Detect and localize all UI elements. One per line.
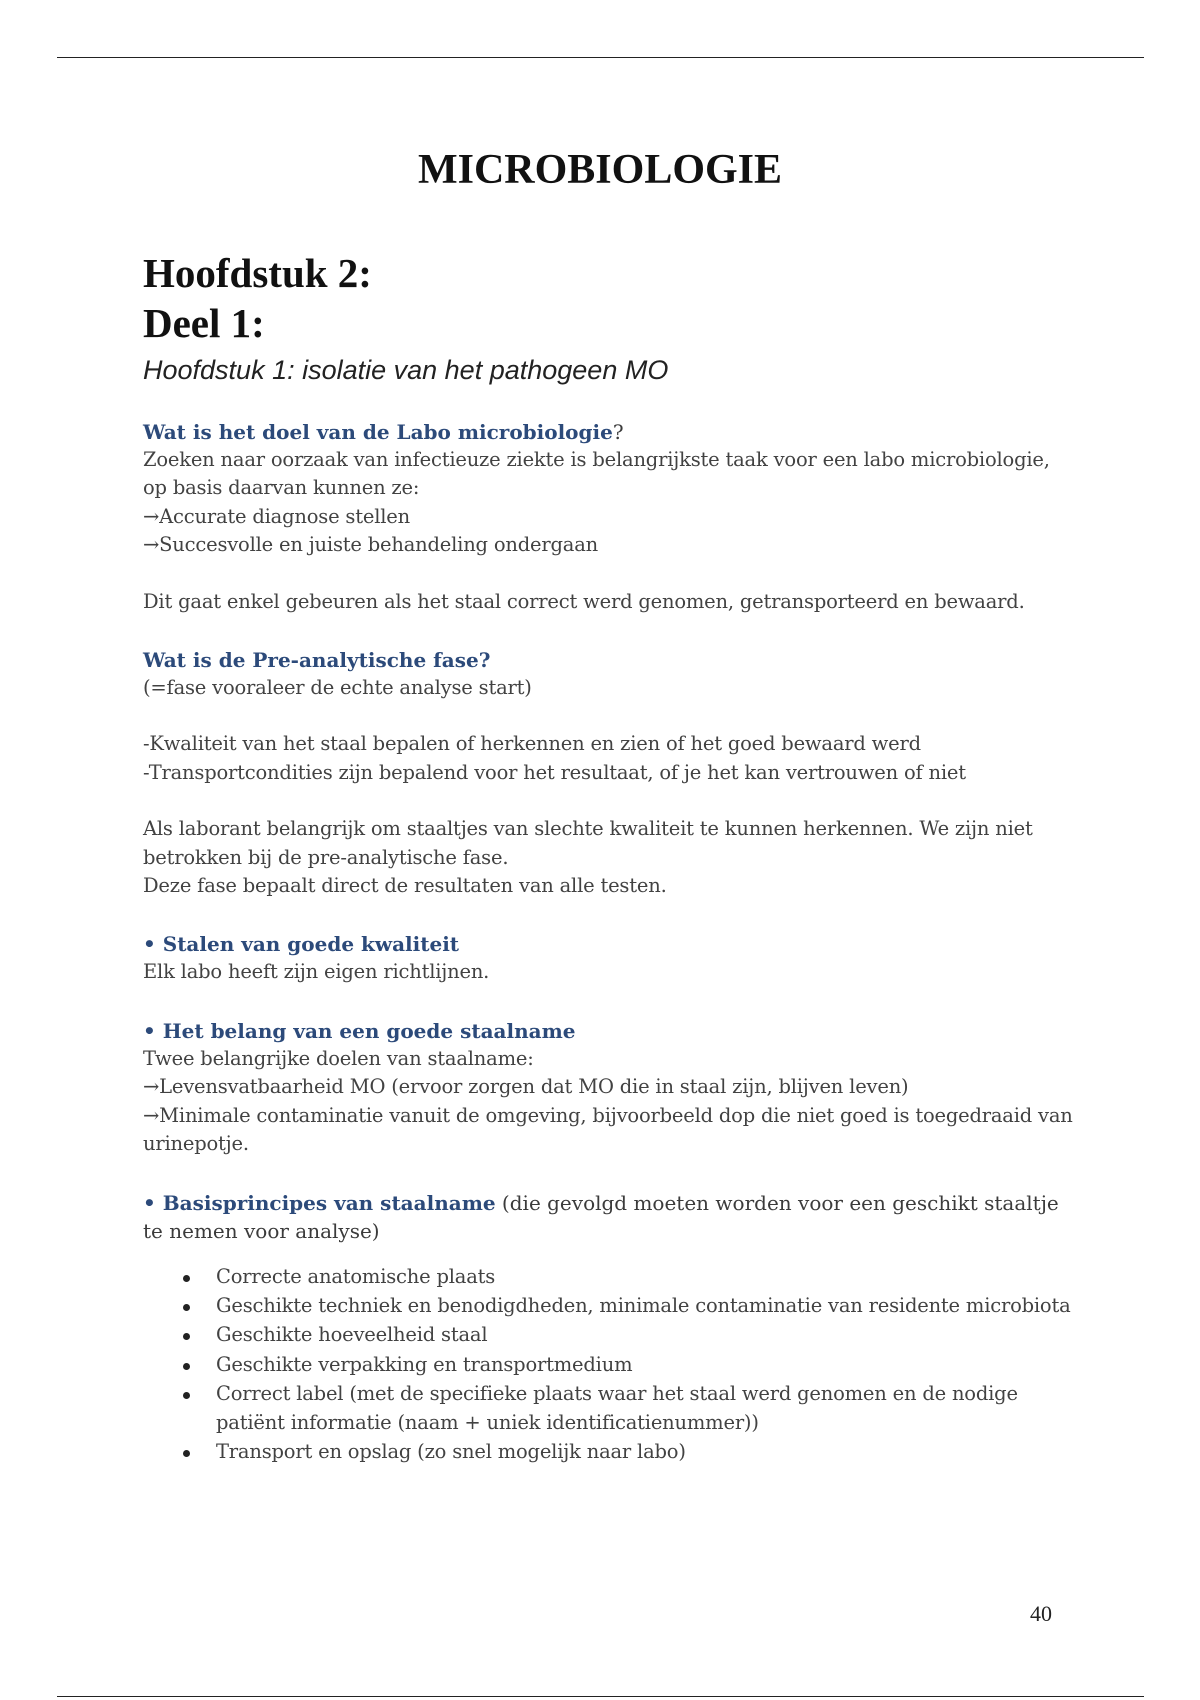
list-item: Geschikte techniek en benodigdheden, minimale contaminatie van residente microbiota	[216, 1292, 1073, 1320]
paragraph: Zoeken naar oorzaak van infectieuze ziekte is belangrijkste taak voor een labo microbiologie, op basis daarvan kunnen ze:	[143, 448, 1050, 500]
paragraph: Deze fase bepaalt direct de resultaten van alle testen.	[143, 874, 667, 898]
paragraph: Twee belangrijke doelen van staalname:	[143, 1046, 534, 1070]
header-rule	[57, 57, 1144, 58]
subchapter-heading: Hoofdstuk 1: isolatie van het pathogeen MO	[143, 355, 669, 385]
section-doel-labo	[143, 418, 1073, 616]
document-title: MICROBIOLOGIE	[417, 147, 783, 193]
list-item: Correcte anatomische plaats	[216, 1263, 1073, 1291]
section-question: Wat is de Pre-analytische fase?	[143, 648, 491, 673]
section-question: • Stalen van goede kwaliteit	[143, 932, 460, 957]
page-content	[143, 248, 1073, 1467]
section-basisprincipes	[143, 1189, 1073, 1467]
section-question: Wat is het doel van de Labo microbiologie?	[143, 420, 624, 444]
list-item: Transport en opslag (zo snel mogelijk naar labo)	[216, 1438, 1073, 1466]
paragraph: Dit gaat enkel gebeuren als het staal correct werd genomen, getransporteerd en bewaard.	[143, 589, 1025, 613]
part-heading: Deel 1:	[143, 300, 265, 346]
list-item: Geschikte hoeveelheid staal	[216, 1321, 1073, 1349]
section-question: • Basisprincipes van staalname (die gevolgd moeten worden voor een geschikt staaltje te nemen voor analyse)	[143, 1190, 1059, 1243]
arrow-item: →Minimale contaminatie vanuit de omgeving, bijvoorbeeld dop die niet goed is toegedraaid van urinepotje.	[143, 1103, 1073, 1156]
arrow-item: →Succesvolle en juiste behandeling ondergaan	[143, 533, 598, 557]
paragraph: Elk labo heeft zijn eigen richtlijnen.	[143, 960, 490, 984]
paragraph: Als laborant belangrijk om staaltjes van slechte kwaliteit te kunnen herkennen. We zijn niet betrokken bij de pre-analytische fase.	[143, 817, 1033, 869]
principles-list	[143, 1263, 1073, 1467]
section-belang-staalname	[143, 1017, 1073, 1159]
footer-rule	[57, 1696, 1144, 1697]
dash-item: -Kwaliteit van het staal bepalen of herkennen en zien of het goed bewaard werd	[143, 732, 921, 756]
page-number: 40	[1030, 1601, 1052, 1626]
dash-item: -Transportcondities zijn bepalend voor het resultaat, of je het kan vertrouwen of niet	[143, 760, 966, 784]
list-item: Correct label (met de specifieke plaats waar het staal werd genomen en de nodige patiënt informatie (naam + uniek identificatienummer))	[216, 1380, 1073, 1437]
arrow-item: →Accurate diagnose stellen	[143, 504, 410, 528]
chapter-heading: Hoofdstuk 2:	[143, 250, 372, 296]
section-stalen-kwaliteit	[143, 930, 1073, 986]
arrow-item: →Levensvatbaarheid MO (ervoor zorgen dat MO die in staal zijn, blijven leven)	[143, 1075, 909, 1099]
section-question: • Het belang van een goede staalname	[143, 1018, 576, 1043]
section-pre-analytische-fase	[143, 646, 1073, 900]
paragraph: (=fase vooraleer de echte analyse start)	[143, 676, 532, 700]
list-item: Geschikte verpakking en transportmedium	[216, 1351, 1073, 1379]
